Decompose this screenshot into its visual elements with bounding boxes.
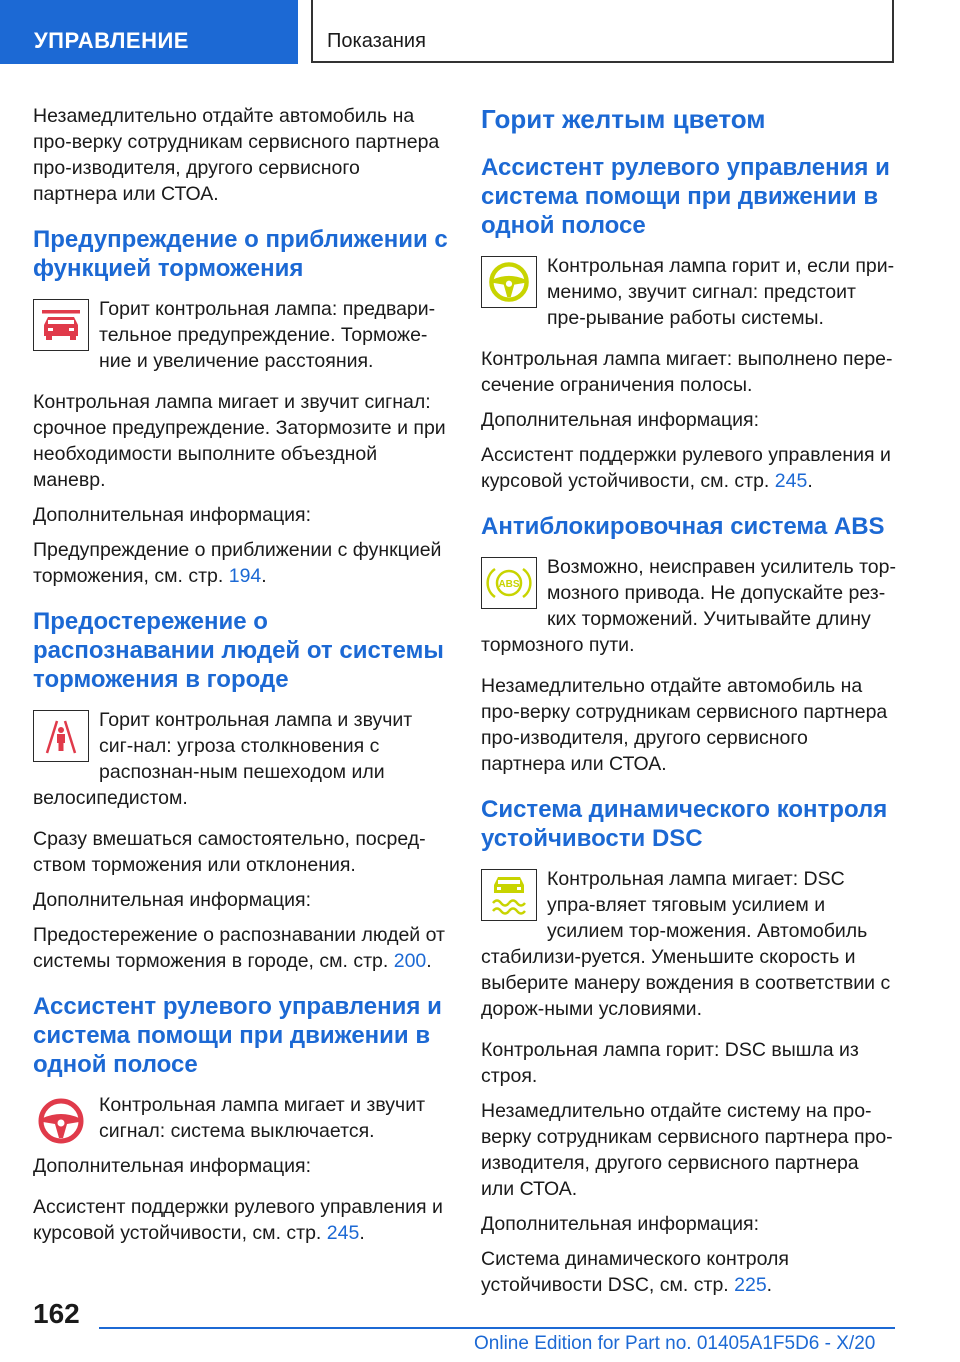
section-title: УПРАВЛЕНИЕ — [34, 28, 189, 53]
collision-warning-p1: Контрольная лампа мигает и звучит сигнал: срочное предупреждение. Затормозите и при необходимости выполните объездной маневр. — [33, 391, 446, 491]
dsc-entry — [481, 866, 896, 1031]
page-number: 162 — [33, 1298, 80, 1329]
footer-edition: Online Edition for Part no. 01405A1F5D6 - X/20 — [474, 1333, 876, 1354]
abs-icon-label: ABS — [498, 579, 520, 590]
abs-lamp-text: Возможно, неисправен усилитель тор-мозного привода. Не допускайте рез-ких торможений. Учитывайте длину тормозного пути. — [481, 556, 896, 656]
steering-yellow-ref: Ассистент поддержки рулевого управления и курсовой устойчивости, см. стр. 245. — [481, 444, 891, 492]
left-column — [33, 103, 448, 1255]
dsc-p1: Контрольная лампа горит: DSC вышла из строя. — [481, 1039, 859, 1087]
person-warning-p1: Сразу вмешаться самостоятельно, посред-ством торможения или отклонения. — [33, 828, 426, 876]
steering-yellow-info-label: Дополнительная информация: — [481, 409, 760, 431]
section-title-abs: Антиблокировочная система ABS — [481, 513, 885, 540]
collision-warning-entry — [33, 296, 448, 383]
collision-warning-lamp-text: Горит контрольная лампа: предвари-тельное предупреждение. Торможе-ние и увеличение расстояния. — [99, 298, 436, 372]
abs-warning-icon — [481, 557, 537, 609]
page-ref-link[interactable]: 245 — [326, 1222, 360, 1244]
steering-yellow-entry — [481, 253, 896, 340]
collision-warning-ref: Предупреждение о приближении с функцией торможения, см. стр. 194. — [33, 539, 442, 587]
page-ref-link[interactable]: 245 — [774, 470, 808, 492]
car-warning-icon — [33, 299, 89, 351]
dsc-lamp-text: Контрольная лампа мигает: DSC упра-вляет тяговым усилием и усилием тор-можения. Автомобиль стабилизи-руется. Уменьшите скорость и выберите манеру вождения в соответствии с дорож-ными условиями. — [481, 868, 891, 1020]
page-ref-link[interactable]: 225 — [734, 1274, 767, 1296]
steering-yellow-p1: Контрольная лампа мигает: выполнено пере-сечение ограничения полосы. — [481, 348, 893, 396]
steering-yellow-lamp-text: Контрольная лампа горит и, если при-менимо, звучит сигнал: предстоит пре-рывание работы системы. — [547, 255, 895, 329]
intro-paragraph: Незамедлительно отдайте автомобиль на про-верку сотрудникам сервисного партнера про-изводителя, другого сервисного партнера или СТОА. — [33, 105, 440, 205]
pedestrian-warning-icon — [33, 710, 89, 762]
person-warning-ref: Предостережение о распознавании людей от системы торможения в городе, см. стр. 200. — [33, 924, 445, 972]
section-tab — [0, 0, 298, 64]
steering-red-entry — [33, 1092, 448, 1188]
abs-p1: Незамедлительно отдайте автомобиль на про-верку сотрудникам сервисного партнера про-изводителя, другого сервисного партнера или СТОА. — [481, 675, 888, 775]
subsection-frame — [311, 0, 894, 63]
abs-entry — [481, 554, 896, 667]
right-column — [481, 103, 896, 1307]
steering-red-info-label: Дополнительная информация: — [33, 1155, 312, 1177]
section-title-person-warning: Предостережение о распознавании людей от системы торможения в городе — [33, 608, 444, 693]
steering-wheel-yellow-icon — [481, 256, 537, 308]
dsc-info-label: Дополнительная информация: — [481, 1213, 760, 1235]
steering-red-lamp-text: Контрольная лампа мигает и звучит сигнал: система выключается. — [99, 1094, 426, 1142]
page-ref-link[interactable]: 200 — [393, 950, 427, 972]
section-title-steering-yellow: Ассистент рулевого управления и система помощи при движении в одной полосе — [481, 154, 890, 239]
subsection-title: Показания — [327, 30, 426, 52]
footer-divider — [99, 1327, 895, 1329]
steering-red-ref: Ассистент поддержки рулевого управления и курсовой устойчивости, см. стр. 245. — [33, 1196, 443, 1244]
collision-warning-info-label: Дополнительная информация: — [33, 504, 312, 526]
section-title-dsc: Система динамического контроля устойчивости DSC — [481, 796, 888, 852]
steering-wheel-red-icon — [33, 1095, 89, 1147]
heading-yellow: Горит желтым цветом — [481, 104, 766, 134]
section-title-collision-warning: Предупреждение о приближении с функцией торможения — [33, 226, 448, 282]
dsc-p2: Незамедлительно отдайте систему на про-верку сотрудникам сервисного партнера про-изводителя, другого сервисного партнера или СТОА. — [481, 1100, 893, 1200]
person-warning-entry — [33, 707, 448, 820]
section-title-steering-red: Ассистент рулевого управления и система помощи при движении в одной полосе — [33, 993, 442, 1078]
dsc-ref: Система динамического контроля устойчивости DSC, см. стр. 225. — [481, 1248, 789, 1296]
person-warning-lamp-text: Горит контрольная лампа и звучит сиг-нал: угроза столкновения с распознан-ным пешеходом или велосипедистом. — [33, 709, 413, 809]
page-ref-link[interactable]: 194 — [228, 565, 262, 587]
person-warning-info-label: Дополнительная информация: — [33, 889, 312, 911]
dsc-warning-icon — [481, 869, 537, 921]
